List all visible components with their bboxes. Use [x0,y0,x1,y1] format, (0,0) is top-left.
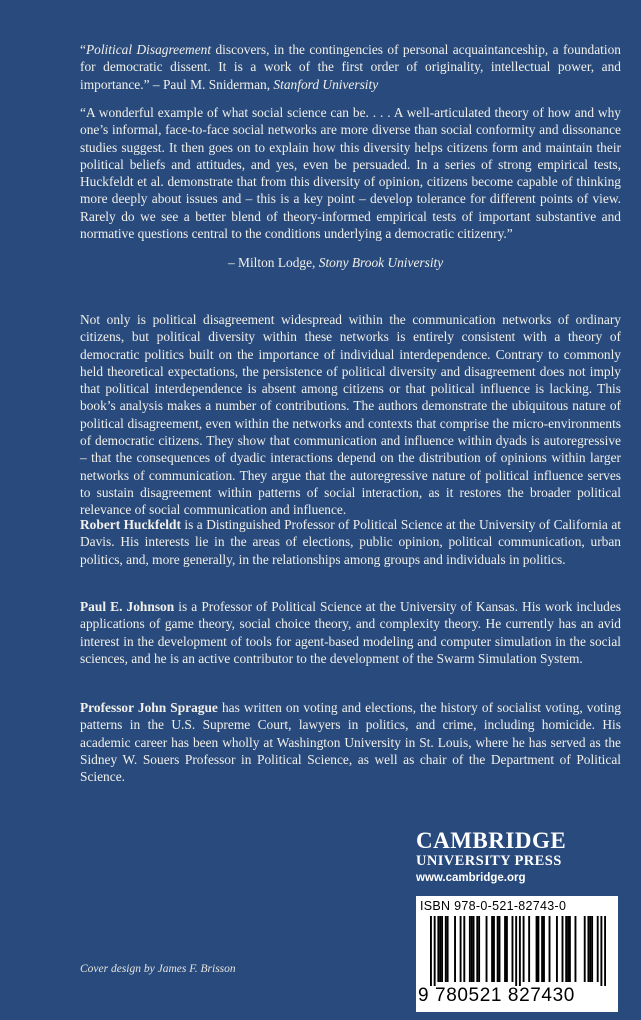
endorsement-author: – Paul M. Sniderman, Stanford University [152,76,379,92]
barcode-bar [536,916,538,982]
barcode-bar [604,916,606,986]
barcode-bar [434,916,436,986]
barcode-bar [537,916,539,982]
author-name: Robert Huckfeldt [80,517,181,532]
barcode-bar [565,916,567,982]
barcode-bar [460,916,462,982]
barcode-bar [587,916,589,982]
barcode-bar [591,916,593,982]
barcode-bar [589,916,591,982]
barcode-bar [597,916,599,982]
barcode-bar [515,916,517,986]
barcode-bar [584,916,586,982]
author-name: Paul E. Johnson [80,599,175,614]
barcode-bar [543,916,545,982]
barcode-bar [447,916,449,982]
barcode-bar [439,916,441,982]
barcode-bar [528,916,530,982]
barcode-bar [430,916,432,986]
barcode-bar [512,916,514,982]
endorsement-sniderman: “Political Disagreement discovers, in the contingencies of personal acquaintanceship, a foundation for democratic dissent. It is a work of the first order of originality, intellectual power, and importance.” – Paul M. Sniderman, Stanford University [80,42,621,92]
publisher-name: CAMBRIDGE [416,828,567,853]
author-bio-sprague: Professor John Sprague has written on voting and elections, the history of socialist voting, voting patterns in the U.S. Supreme Court, lawyers in politics, and crime, including homicide. His academic career has been wholly at Washington University in St. Louis, where he has served as the Sidney W. Souers Professor in Political Science, as well as chair of the Department of Political Science. [80,700,621,785]
author-name: Professor John Sprague [80,700,218,715]
barcode-bar [497,916,499,982]
barcode-bar [493,916,495,982]
barcode-bar [491,916,493,982]
book-title: Political Disagreement [85,42,212,57]
barcode-bar [473,916,475,982]
barcode-bar [445,916,447,982]
barcode-digits: 9 780521 827430 [418,985,575,1006]
barcode-bar [476,916,478,982]
barcode-bar [499,916,501,982]
isbn-label: ISBN 978-0-521-82743-0 [420,899,567,913]
barcode-bar [437,916,439,982]
barcode-bar [469,916,471,982]
endorsement-lodge: “A wonderful example of what social science can be. . . . A well-articulated theory of how and why one’s informal, face-to-face social networks are more diverse than social conformity and dissonance studies suggest. It then goes on to explain how this diversity helps citizens form and maintain their political beliefs and attitudes, and yes, even be persuaded. In a series of strong empirical tests, Huckfeldt et al. demonstrate that from this diversity of opinion, citizens become capable of thinking more deeply about issues and – this is a key point – develop tolerance for different points of view. Rarely do we see a better blend of theory-informed empirical tests of important substantive and normative questions central to the conditions underlying a democratic citizenry.” [80,105,621,242]
endorsement-text: discovers, in the contingencies of personal acquaintanceship, a foundation for democratic dissent. It is a work of the first order of originality, intellectual power, and importance.” [80,42,621,92]
barcode-bar [556,916,558,982]
barcode-bar [441,916,443,982]
endorsement-author: – Milton Lodge, Stony Brook University [228,255,444,270]
barcode-bar [463,916,465,982]
barcode-bar [567,916,569,982]
barcode-bar [519,916,521,986]
barcode-bar [575,916,577,982]
publisher-url: www.cambridge.org [416,872,526,884]
author-bio-johnson: Paul E. Johnson is a Professor of Political Science at the University of Kansas. His work includes applications of game theory, social choice theory, and complexity theory. He currently has an avid interest in the development of tools for agent-based modeling and computer simulation in the social sciences, and he is an active contributor to the development of the Swarm Simulation System. [80,599,621,666]
author-bio-huckfeldt: Robert Huckfeldt is a Distinguished Professor of Political Science at the University of California at Davis. His interests lie in the areas of elections, public opinion, political communication, urban politics, and, more generally, in the relationships among groups and individuals in politics. [80,517,621,567]
barcode-bar [486,916,488,982]
barcode-bar [523,916,525,982]
barcode-bar [549,916,551,982]
barcode-bar [562,916,564,982]
cover-credit: Cover design by James F. Brisson [80,963,236,975]
publisher-logo [416,829,566,886]
barcode-bar [504,916,506,982]
barcode-bar [541,916,543,982]
barcode-bar [600,916,602,986]
book-description: Not only is political disagreement widespread within the communication networks of ordinary citizens, but political diversity within these networks is entirely consistent with a theory of democratic politics built on the importance of individual interdependence. Contrary to commonly held theoretical expectations, the persistence of political diversity and disagreement does not imply that political interdependence is absent among citizens or that political influence is lacking. This book’s analysis makes a number of contributions. The authors demonstrate the ubiquitous nature of political disagreement, even within the networks and contexts that comprise the micro-environments of democratic citizens. They show that communication and influence within dyads is autoregressive – that the consequences of dyadic interactions depend on the distribution of opinions within larger networks of communication. They argue that the autoregressive nature of political influence serves to sustain disagreement within patterns of social interaction, as it restores the broader political relevance of social communication and influence. [80,312,621,518]
barcode-bar [506,916,508,982]
barcode-bars [430,916,606,986]
barcode-bar [569,916,571,982]
barcode-bar [478,916,480,982]
barcode [416,896,618,1012]
publisher-press: UNIVERSITY PRESS [416,853,562,869]
barcode-bar [471,916,473,982]
barcode-bar [454,916,456,982]
